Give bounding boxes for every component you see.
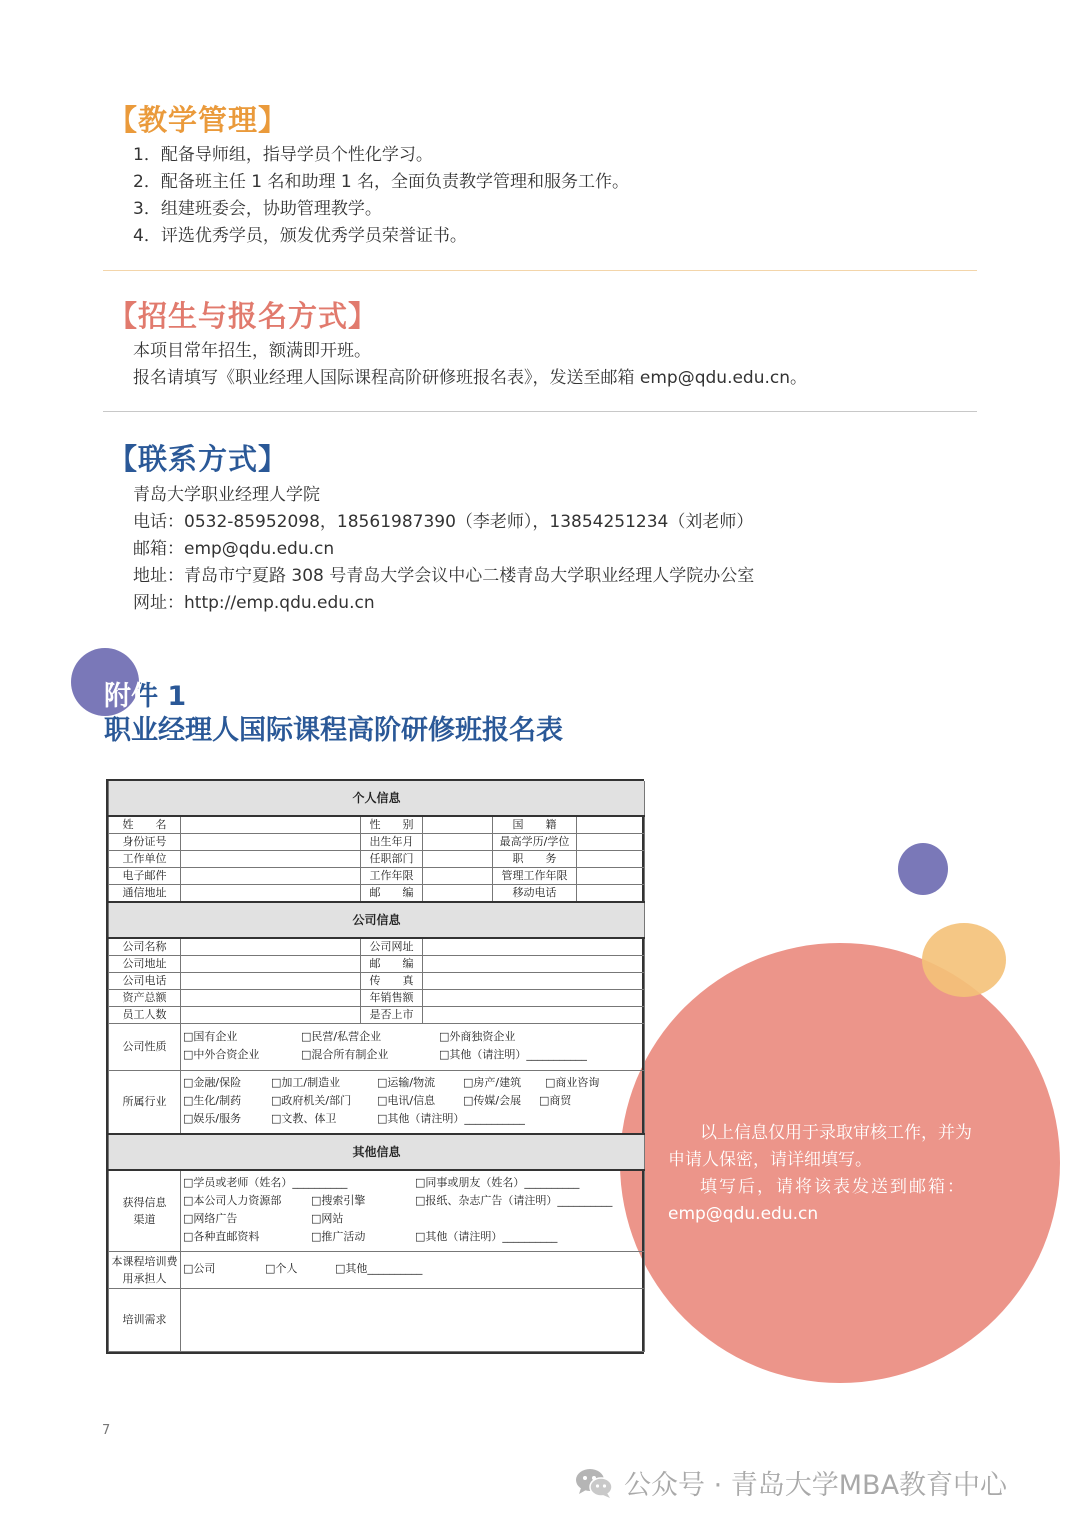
- checkbox-option[interactable]: □生化/制药: [183, 1094, 242, 1107]
- checkbox-option[interactable]: □学员或老师（姓名）__________: [183, 1176, 348, 1189]
- company-nature-options: [181, 1024, 645, 1071]
- birth-date-input[interactable]: [423, 834, 493, 851]
- channel-options: [181, 1170, 645, 1252]
- registration-form: [106, 779, 644, 1354]
- field-label: 本课程培训费: [111, 1255, 178, 1268]
- management-years-input[interactable]: [577, 868, 645, 885]
- wechat-icon: [574, 1466, 614, 1500]
- note-line: 申请人保密，请详细填写。: [668, 1150, 872, 1170]
- field-label: 邮 编: [361, 885, 423, 903]
- employees-input[interactable]: [181, 1007, 361, 1024]
- divider: [103, 411, 977, 412]
- contact-line: 青岛大学职业经理人学院: [133, 485, 320, 505]
- table-row: [109, 1170, 645, 1252]
- fee-options: [181, 1252, 645, 1289]
- attachment-title: 职业经理人国际课程高阶研修班报名表: [104, 715, 563, 746]
- field-label: 工作年限: [361, 868, 423, 885]
- list-item: 4．评选优秀学员，颁发优秀学员荣誉证书。: [133, 226, 467, 246]
- email-input[interactable]: [181, 868, 361, 885]
- watermark-text: 公众号 · 青岛大学MBA教育中心: [624, 1470, 1008, 1501]
- list-item: 3．组建班委会，协助管理教学。: [133, 199, 382, 219]
- field-label: 培训需求: [109, 1289, 181, 1352]
- total-assets-input[interactable]: [181, 990, 361, 1007]
- table-row: [109, 1024, 645, 1071]
- checkbox-option[interactable]: □中外合资企业: [183, 1048, 260, 1061]
- table-row: [109, 973, 645, 990]
- other-header: 其他信息: [109, 1134, 645, 1170]
- field-label: 电子邮件: [109, 868, 181, 885]
- field-label: 最高学历/学位: [493, 834, 577, 851]
- table-row: [109, 851, 645, 868]
- work-years-input[interactable]: [423, 868, 493, 885]
- teaching-list: [133, 142, 629, 250]
- company-address-input[interactable]: [181, 956, 361, 973]
- contact-title: 【联系方式】: [108, 442, 289, 476]
- table-row: [109, 885, 645, 903]
- note-line: emp@qdu.edu.cn: [668, 1204, 819, 1224]
- contact-line: 电话：0532-85952098，18561987390（李老师），13854251234（刘老师）: [133, 512, 754, 532]
- checkbox-option[interactable]: □本公司人力资源部: [183, 1194, 282, 1207]
- field-label: 性 别: [361, 816, 423, 834]
- company-name-input[interactable]: [181, 938, 361, 956]
- company-postcode-input[interactable]: [423, 956, 645, 973]
- enroll-text: [133, 338, 807, 392]
- gender-input[interactable]: [423, 816, 493, 834]
- nationality-input[interactable]: [577, 816, 645, 834]
- enroll-line: 本项目常年招生，额满即开班。: [133, 341, 371, 361]
- contact-list: [133, 482, 754, 617]
- checkbox-option[interactable]: □民营/私营企业: [301, 1030, 382, 1043]
- checkbox-option[interactable]: □文教、体卫: [271, 1112, 337, 1125]
- field-label: 渠道: [133, 1213, 156, 1226]
- postcode-input[interactable]: [423, 885, 493, 903]
- checkbox-option[interactable]: □其他（请注明）___________: [377, 1112, 525, 1125]
- field-label: 身份证号: [109, 834, 181, 851]
- personal-header: 个人信息: [109, 781, 645, 816]
- industry-options: [181, 1071, 645, 1135]
- checkbox-option[interactable]: □金融/保险: [183, 1076, 242, 1089]
- company-fax-input[interactable]: [423, 973, 645, 990]
- field-label: 国 籍: [493, 816, 577, 834]
- training-needs-input[interactable]: [181, 1289, 645, 1352]
- field-label: 所属行业: [109, 1071, 181, 1135]
- checkbox-option[interactable]: □房产/建筑: [463, 1076, 522, 1089]
- field-label: 出生年月: [361, 834, 423, 851]
- table-row: [109, 834, 645, 851]
- checkbox-option[interactable]: □外商独资企业: [439, 1030, 516, 1043]
- field-label: 公司性质: [109, 1024, 181, 1071]
- employer-input[interactable]: [181, 851, 361, 868]
- checkbox-option[interactable]: □商贸: [539, 1094, 572, 1107]
- note-line: 以上信息仅用于录取审核工作，并为: [700, 1123, 972, 1143]
- contact-line: 邮箱：emp@qdu.edu.cn: [133, 539, 335, 559]
- field-label: 年销售额: [361, 990, 423, 1007]
- table-row: [109, 816, 645, 834]
- field-label: 是否上市: [361, 1007, 423, 1024]
- checkbox-option[interactable]: □公司: [183, 1262, 216, 1275]
- checkbox-option[interactable]: □推广活动: [311, 1230, 366, 1243]
- field-label: 职 务: [493, 851, 577, 868]
- field-label: 公司地址: [109, 956, 181, 973]
- field-label: 管理工作年限: [493, 868, 577, 885]
- mobile-input[interactable]: [577, 885, 645, 903]
- checkbox-option[interactable]: □电讯/信息: [377, 1094, 436, 1107]
- field-label: 传 真: [361, 973, 423, 990]
- table-row: [109, 938, 645, 956]
- checkbox-option[interactable]: □同事或朋友（姓名）__________: [415, 1176, 580, 1189]
- divider: [103, 270, 977, 271]
- field-label: 员工人数: [109, 1007, 181, 1024]
- watermark: [574, 1463, 1007, 1502]
- field-label: 资产总额: [109, 990, 181, 1007]
- checkbox-option[interactable]: □搜索引擎: [311, 1194, 366, 1207]
- checkbox-option[interactable]: □网站: [311, 1212, 344, 1225]
- checkbox-option[interactable]: □其他（请注明）___________: [439, 1048, 587, 1061]
- field-label: 公司电话: [109, 973, 181, 990]
- list-item: 1．配备导师组，指导学员个性化学习。: [133, 145, 433, 165]
- field-label: 任职部门: [361, 851, 423, 868]
- yellow-circle-decoration: [922, 923, 1006, 997]
- table-row: [109, 868, 645, 885]
- checkbox-option[interactable]: □混合所有制企业: [301, 1048, 389, 1061]
- degree-input[interactable]: [577, 834, 645, 851]
- field-label: 姓 名: [109, 816, 181, 834]
- table-row: [109, 1289, 645, 1352]
- id-number-input[interactable]: [181, 834, 361, 851]
- checkbox-option[interactable]: □报纸、杂志广告（请注明）__________: [415, 1194, 613, 1207]
- field-label: 公司网址: [361, 938, 423, 956]
- enroll-title: 【招生与报名方式】: [108, 299, 379, 333]
- table-row: [109, 1007, 645, 1024]
- field-label: 工作单位: [109, 851, 181, 868]
- name-input[interactable]: [181, 816, 361, 834]
- company-phone-input[interactable]: [181, 973, 361, 990]
- checkbox-option[interactable]: □运输/物流: [377, 1076, 436, 1089]
- checkbox-option[interactable]: □网络广告: [183, 1212, 238, 1225]
- contact-line: 地址：青岛市宁夏路 308 号青岛大学会议中心二楼青岛大学职业经理人学院办公室: [133, 566, 755, 586]
- company-website-input[interactable]: [423, 938, 645, 956]
- field-label: 获得信息: [122, 1196, 167, 1209]
- attachment-label: 附件 1: [104, 681, 187, 712]
- field-label: 公司名称: [109, 938, 181, 956]
- field-label: 移动电话: [493, 885, 577, 903]
- field-label: 通信地址: [109, 885, 181, 903]
- company-header: 公司信息: [109, 902, 645, 938]
- list-item: 2．配备班主任 1 名和助理 1 名，全面负责教学管理和服务工作。: [133, 172, 630, 192]
- checkbox-option[interactable]: □政府机关/部门: [271, 1094, 352, 1107]
- checkbox-option[interactable]: □加工/制造业: [271, 1076, 341, 1089]
- submission-note: [668, 1120, 998, 1228]
- checkbox-option[interactable]: □个人: [265, 1262, 298, 1275]
- fee-label: [109, 1252, 181, 1289]
- listed-input[interactable]: [423, 1007, 645, 1024]
- position-input[interactable]: [577, 851, 645, 868]
- annual-sales-input[interactable]: [423, 990, 645, 1007]
- channel-label: [109, 1170, 181, 1252]
- table-row: [109, 1071, 645, 1135]
- checkbox-option[interactable]: □各种直邮资料: [183, 1230, 260, 1243]
- field-label: 邮 编: [361, 956, 423, 973]
- address-input[interactable]: [181, 885, 361, 903]
- table-row: [109, 956, 645, 973]
- note-line: 填写后，请将该表发送到邮箱：: [700, 1177, 966, 1197]
- field-label: 用承担人: [122, 1272, 167, 1285]
- table-row: [109, 1252, 645, 1289]
- checkbox-option[interactable]: □其他__________: [335, 1262, 423, 1275]
- checkbox-option[interactable]: □娱乐/服务: [183, 1112, 242, 1125]
- enroll-line: 报名请填写《职业经理人国际课程高阶研修班报名表》，发送至邮箱 emp@qdu.edu.cn。: [133, 368, 808, 388]
- small-purple-circle-decoration: [898, 843, 948, 895]
- checkbox-option[interactable]: □国有企业: [183, 1030, 238, 1043]
- page-number: 7: [102, 1423, 111, 1438]
- checkbox-option[interactable]: □其他（请注明）__________: [415, 1230, 558, 1243]
- checkbox-option[interactable]: □商业咨询: [545, 1076, 600, 1089]
- contact-line: 网址：http://emp.qdu.edu.cn: [133, 593, 375, 613]
- department-input[interactable]: [423, 851, 493, 868]
- checkbox-option[interactable]: □传媒/会展: [463, 1094, 522, 1107]
- teaching-title: 【教学管理】: [108, 103, 289, 137]
- table-row: [109, 990, 645, 1007]
